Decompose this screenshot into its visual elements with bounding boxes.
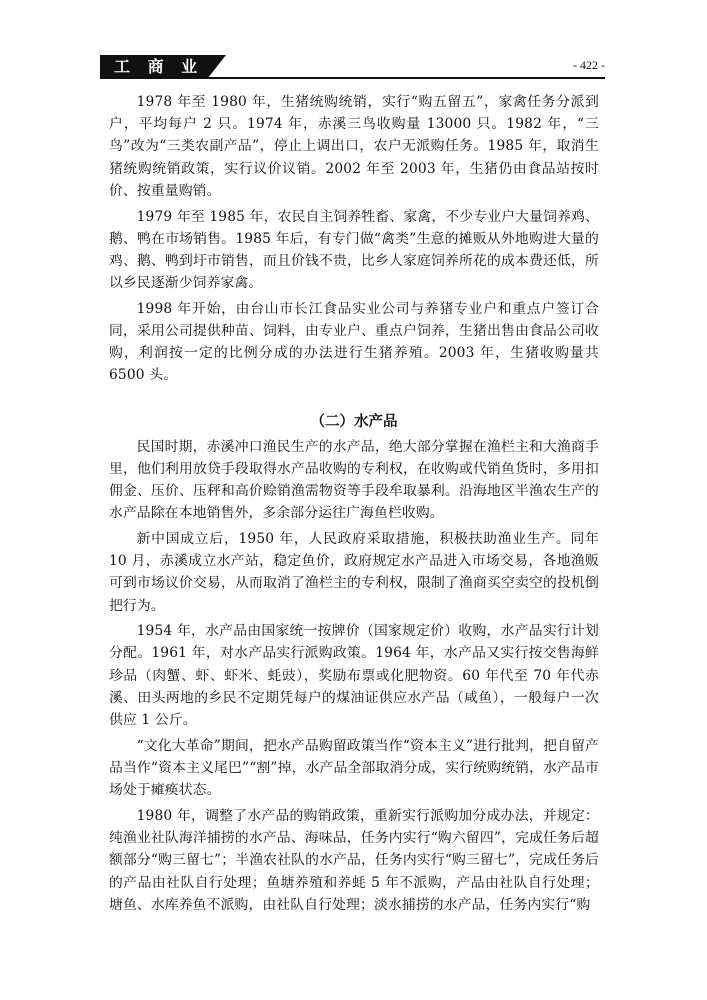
paragraph: 1954 年，水产品由国家统一按牌价（国家规定价）收购，水产品实行计划分配。1961 年，对水产品实行派购政策。1964 年，水产品又实行按交售海鲜珍品（肉蟹、虾、虾米、蚝豉），奖励布票或化肥物资。60 年代至 70 年代赤溪、田头两地的乡民不定期凭每户的煤油证供应水产品（咸鱼），一般每户一次供应 1 公斤。: [109, 623, 599, 729]
paragraph: 新中国成立后，1950 年，人民政府采取措施，积极扶助渔业生产。同年 10 月，赤溪成立水产站，稳定鱼价，政府规定水产品进入市场交易，各地渔贩可到市场议价交易，从而取消了渔栏主的专利权，限制了渔商买空卖空的投机倒把行为。: [109, 530, 599, 614]
paragraph: 1980 年，调整了水产品的购销政策，重新实行派购加分成办法，并规定：纯渔业社队海洋捕捞的水产品、海味品，任务内实行“购六留四”，完成任务后超额部分“购三留七”；半渔农社队的水产品，任务内实行“购三留七”，完成任务后的产品由社队自行处理；鱼塘养殖和养蚝 5 年不派购，产品由社队自行处理；塘鱼、水库养鱼不派购，由社队自行处理；淡水捕捞的水产品，任务内实行“购: [109, 807, 599, 913]
paragraph: 1978 年至 1980 年，生猪统购统销，实行“购五留五”，家禽任务分派到户，平均每户 2 只。1974 年，赤溪三鸟收购量 13000 只。1982 年，“三鸟”改为“三类农副产品”，停止上调出口，农户无派购任务。1985 年，取消生猪统购统销政策，实行议价议销。2002 年至 2003 年，生猪仍由食品站按时价、按重量购销。: [109, 94, 599, 199]
section-title: （二）水产品: [310, 413, 398, 430]
section-label: 工 商 业: [114, 57, 204, 76]
paragraph: 民国时期，赤溪冲口渔民生产的水产品，绝大部分掌握在渔栏主和大渔商手里，他们利用放贷手段取得水产品收购的专利权，在收购或代销鱼货时，多用扣佣金、压价、压秤和高价赊销渔需物资等手段牟取暴利。沿海地区半渔农生产的水产品除在本地销售外，多余部分运往广海鱼栏收购。: [109, 438, 599, 522]
page-header: [100, 55, 605, 79]
body-text: [109, 91, 599, 916]
paragraph: 1998 年开始，由台山市长江食品实业公司与养猪专业户和重点户签订合同，采用公司提供种苗、饲料，由专业户、重点户饲养，生猪出售由食品公司收购，利润按一定的比例分成的办法进行生猪养殖。2003 年，生猪收购量共 6500 头。: [109, 300, 599, 384]
page-number: - 422 -: [573, 58, 605, 72]
paragraph: 1979 年至 1985 年，农民自主饲养牲畜、家禽，不少专业户大量饲养鸡、鹅、鸭在市场销售。1985 年后，有专门做“禽类”生意的摊贩从外地购进大量的鸡、鹅、鸭到圩市销售，而且价钱不贵，比乡人家庭饲养所花的成本费还低，所以乡民逐渐少饲养家禽。: [109, 208, 599, 292]
paragraph: “文化大革命”期间，把水产品购留政策当作“资本主义”进行批判，把自留产品当作“资本主义尾巴”“割”掉，水产品全部取消分成，实行统购统销，水产品市场处于瘫痪状态。: [109, 737, 599, 799]
header-rule: [100, 77, 605, 79]
